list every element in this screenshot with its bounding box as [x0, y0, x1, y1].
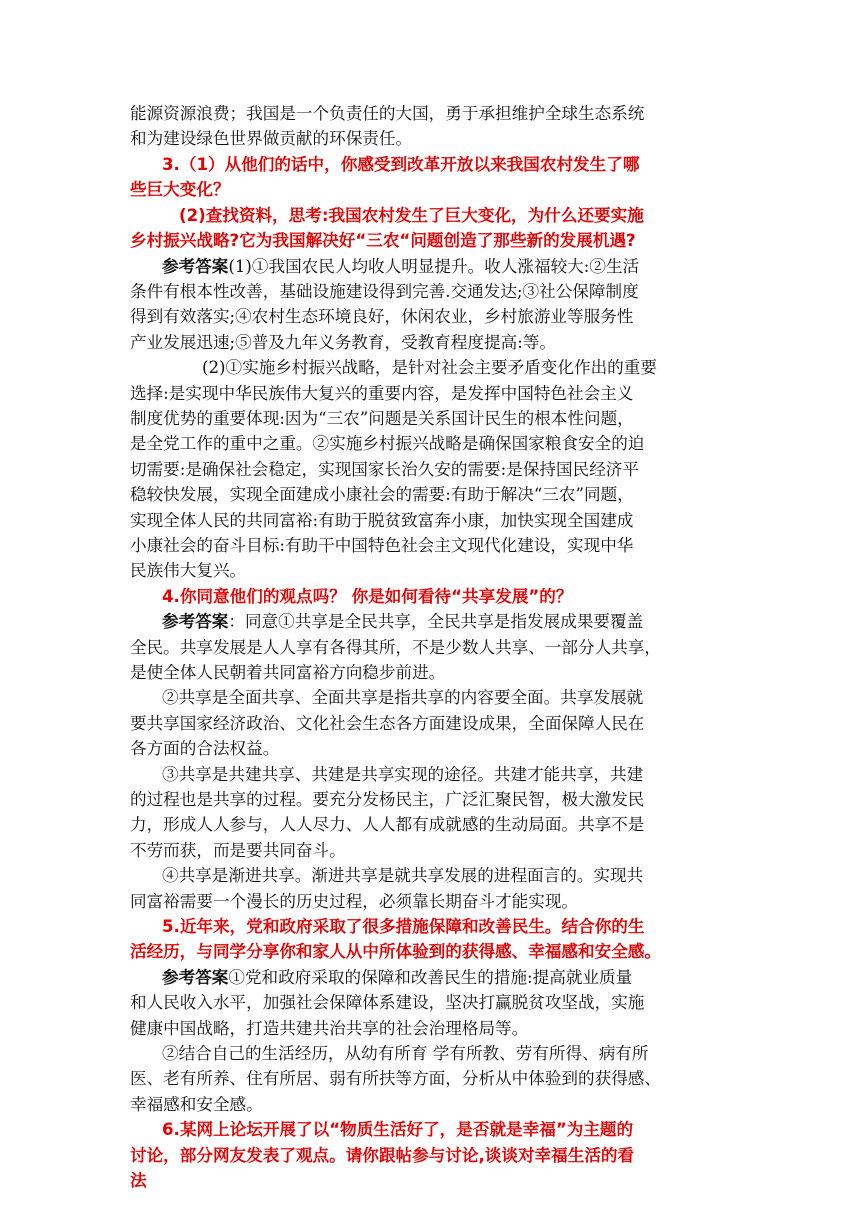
text-line: 力，形成人人参与，人人尽力、人人都有成就感的生动局面。共享不是	[130, 815, 645, 834]
text-line: 制度优势的重要体现:因为“三农”问题是关系国计民生的根本性问题，	[130, 409, 634, 428]
text-line: 不劳而获，而是要共同奋斗。	[130, 841, 346, 860]
text-line: 同富裕需要一个漫长的历史过程，必须靠长期奋斗才能实现。	[130, 892, 579, 911]
answer-label: 参考答案	[162, 257, 229, 276]
text-line: 全民。共享发展是人人享有各得其所，不是少数人共享、一部分人共享，	[130, 638, 661, 657]
text-line: 各方面的合法权益。	[130, 739, 280, 758]
text-line: ②结合自己的生活经历，从幼有所育 学有所教、劳有所得、病有所	[162, 1044, 649, 1063]
question-5-heading: 5.近年来，党和政府采取了很多措施保障和改善民生。结合你的生	[162, 917, 645, 936]
text-line: 要共享国家经济政治、文化社会生态各方面建设成果，全面保障人民在	[130, 714, 645, 733]
text-line: 和人民收入水平，加强社会保障体系建设，坚决打赢脱贫攻坚战，实施	[130, 993, 645, 1012]
question-6-heading: 讨论，部分网友发表了观点。请你跟帖参与讨论,谈谈对幸福生活的看	[130, 1146, 635, 1165]
answer-line	[162, 965, 732, 990]
text-line: ②共享是全面共享、全面共享是指共享的内容要全面。共享发展就	[162, 688, 644, 707]
question-3-heading: 3.（1）从他们的话中，你感受到改革开放以来我国农村发生了哪	[162, 155, 640, 174]
text-line: 实现全体人民的共同富裕:有助于脱贫致富奔小康，加快实现全国建成	[130, 511, 634, 530]
text-line: 是使全体人民朝着共同富裕方向稳步前进。	[130, 663, 446, 682]
text-line: 的过程也是共享的过程。要充分发杨民主，广泛汇聚民智，极大激发民	[130, 790, 645, 809]
question-5-heading: 活经历，与同学分享你和家人从中所体验到的获得感、幸福感和安全感。	[130, 942, 661, 961]
text-line: 选择:是实现中华民族伟大复兴的重要内容，是发挥中国特色社会主义	[130, 384, 634, 403]
text-line: 是全党工作的重中之重。②实施乡村振兴战略是确保国家粮食安全的迫	[130, 434, 645, 453]
question-3-sub2: (2)查找资料，思考:我国农村发生了巨大变化，为什么还要实施	[179, 206, 644, 225]
question-4-heading: 4.你同意他们的观点吗？ 你是如何看待“共享发展”的？	[162, 587, 573, 606]
text-line: 健康中国战略，打造共建共治共享的社会治理格局等。	[130, 1019, 529, 1038]
answer-text: (1)①我国农民人均收人明显提升。收人涨福较大:②生活	[228, 257, 640, 276]
answer-text: ：同意①共享是全民共享，全民共享是指发展成果要覆盖	[228, 612, 644, 631]
question-3-heading: 些巨大变化？	[130, 180, 230, 199]
text-line: 幸福感和安全感。	[130, 1095, 263, 1114]
text-line: (2)①实施乡村振兴战略，是针对社会主要矛盾变化作出的重要	[202, 358, 657, 377]
question-6-heading: 法	[130, 1171, 147, 1190]
text-line: ④共享是渐进共享。渐进共享是就共享发展的进程面言的。实现共	[162, 866, 644, 885]
text-line: 条件有根本性改善，基础设施建设得到完善.交通发达;③社公保障制度	[130, 282, 639, 301]
answer-label: 参考答案	[162, 612, 229, 631]
question-3-sub2: 乡村振兴战略?它为我国解决好“三农“问题创造了那些新的发展机遇?	[130, 231, 636, 250]
text-line: 和为建设绿色世界做贡献的环保责任。	[130, 129, 413, 148]
text-line: 能源资源浪费；我国是一个负责任的大国，勇于承担维护全球生态系统	[130, 104, 645, 123]
answer-line	[162, 609, 732, 634]
question-6-heading: 6.某网上论坛开展了以“物质生活好了，是否就是幸福”为主题的	[162, 1120, 634, 1139]
text-line: ③共享是共建共享、共建是共享实现的途径。共建才能共享，共建	[162, 765, 644, 784]
text-line: 稳较快发展，实现全面建成小康社会的需要:有助于解决“三农”同题，	[130, 485, 634, 504]
answer-line	[162, 254, 732, 279]
answer-label: 参考答案	[162, 968, 229, 987]
text-line: 得到有效落实;④农村生态环境良好，休闲农业，乡村旅游业等服务性	[130, 307, 634, 326]
text-line: 产业发展迅速;⑤普及九年义务教育，受教育程度提高:等。	[130, 333, 557, 352]
text-line: 医、老有所养、住有所居、弱有所扶等方面，分析从中体验到的获得感、	[130, 1069, 661, 1088]
text-line: 小康社会的奋斗目标:有助干中国特色社会主文现代化建设，实现中华	[130, 536, 634, 555]
answer-text: ①党和政府采取的保障和改善民生的措施:提高就业质量	[228, 968, 633, 987]
text-line: 切需要:是确保社会稳定，实现国家长治久安的需要:是保持国民经济平	[130, 460, 639, 479]
text-line: 民族伟大复兴。	[130, 561, 247, 580]
